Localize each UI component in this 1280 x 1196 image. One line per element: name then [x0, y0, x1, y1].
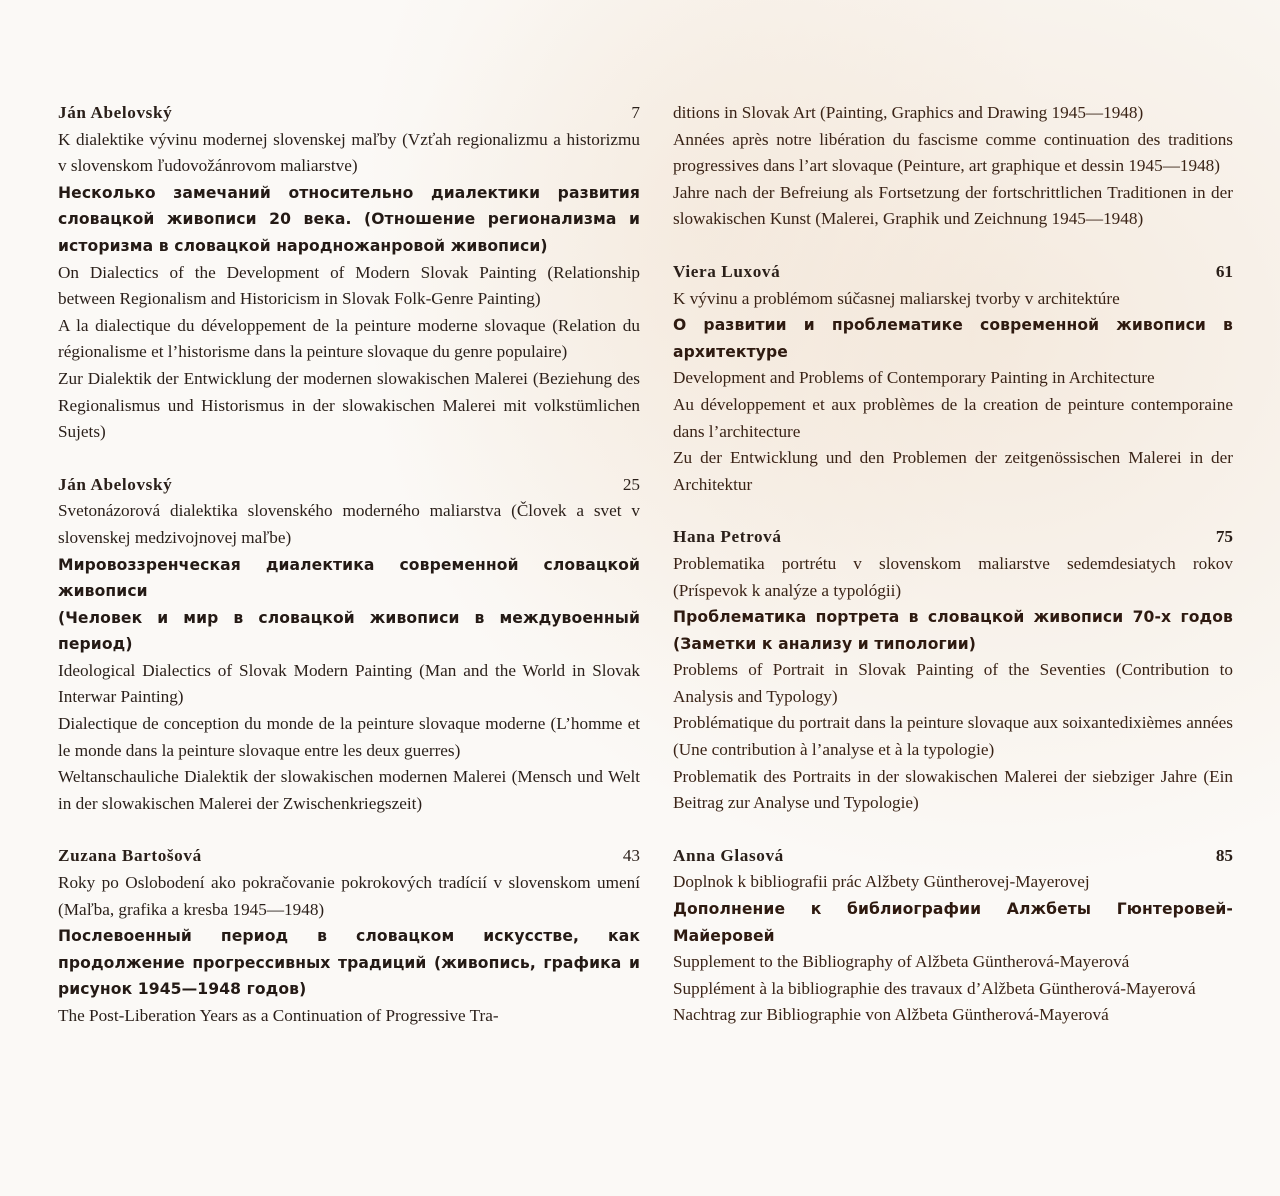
- title-slovak: Doplnok k bibliografii prác Alžbety Güntherovej-Mayerovej: [673, 872, 1090, 892]
- left-column: [58, 100, 640, 1056]
- page-number: 85: [1215, 845, 1233, 865]
- title-german: Jahre nach der Befreiung als Fortsetzung der fortschrittlichen Traditionen in der slowakischen Kunst (Malerei, Graphik und Zeichnung 1945—1948): [673, 182, 1233, 229]
- entry-header: [673, 843, 1233, 870]
- right-column: [673, 100, 1233, 1055]
- title-english: The Post-Liberation Years as a Continuation of Progressive Tra-: [58, 1006, 499, 1025]
- title-slovak: K vývinu a problémom súčasnej maliarskej tvorby v architektúre: [673, 288, 1120, 308]
- author-name: Zuzana Bartošová: [58, 846, 202, 866]
- page-number: 25: [622, 474, 640, 494]
- title-english: Problems of Portrait in Slovak Painting of the Seventies (Contribution to Analysis and Typology): [673, 660, 1233, 706]
- title-russian: Несколько замечаний относительно диалектики развития словацкой живописи 20 века. (Отношение регионализма и историзма в словацкой народножанровой живописи): [58, 183, 640, 255]
- title-french: Années après notre libération du fascisme comme continuation des traditions progressives dans l’art slovaque (Peinture, art graphique et dessin 1945—1948): [673, 129, 1233, 176]
- toc-entry: [673, 524, 1233, 817]
- page-number: 75: [1215, 527, 1233, 547]
- title-slovak: Problematika portrétu v slovenskom maliarstve sedemdesiatych rokov (Príspevok k analýze a typológii): [673, 553, 1233, 600]
- title-german: Zur Dialektik der Entwicklung der modernen slowakischen Malerei (Beziehung des Regionalismus und Historismus in der slowakischen Malerei mit volkstümlichen Sujets): [58, 368, 640, 442]
- title-russian-subtitle: (Человек и мир в словацкой живописи в междувоенный период): [58, 608, 640, 654]
- entry-header: [58, 100, 640, 127]
- title-slovak: K dialektike vývinu modernej slovenskej maľby (Vzťah regionalizmu a historizmu v slovenskom ľudovožánrovom maliarstve): [58, 129, 640, 176]
- author-name: Ján Abelovský: [58, 103, 173, 122]
- title-french: Au développement et aux problèmes de la creation de peinture contemporaine dans l’architecture: [673, 394, 1233, 441]
- author-name: Anna Glasová: [673, 845, 784, 865]
- toc-entry: [673, 259, 1233, 498]
- title-german: Nachtrag zur Bibliographie von Alžbeta Güntherová-Mayerová: [673, 1005, 1109, 1025]
- title-french: Problématique du portrait dans la peinture slovaque aux soixantedixièmes années (Une contribution à l’analyse et à la typologie): [673, 713, 1233, 760]
- title-russian: Послевоенный период в словацком искусстве, как продолжение прогрессивных традиций (живопись, графика и рисунок 1945—1948 годов): [58, 927, 640, 999]
- title-slovak: Svetonázorová dialektika slovenského moderného maliarstva (Človek a svet v slovenskej medzivojnovej maľbe): [58, 501, 640, 547]
- entry-header: [58, 843, 640, 870]
- title-german: Zu der Entwicklung und den Problemen der zeitgenössischen Malerei in der Architektur: [673, 448, 1233, 494]
- page-number: 61: [1215, 261, 1233, 281]
- title-french: Dialectique de conception du monde de la peinture slovaque moderne (L’homme et le monde dans la peinture slovaque entre les deux guerres): [58, 714, 640, 760]
- toc-entry: [58, 472, 640, 818]
- title-english: Supplement to the Bibliography of Alžbeta Güntherová-Mayerová: [673, 952, 1130, 972]
- page-number: 7: [631, 103, 640, 122]
- title-russian: Мировоззренческая диалектика современной словацкой живописи: [58, 555, 640, 601]
- title-russian: О развитии и проблематике современной живописи в архитектуре: [673, 316, 1233, 361]
- title-english-continued: ditions in Slovak Art (Painting, Graphics and Drawing 1945—1948): [673, 103, 1144, 122]
- title-german: Problematik des Portraits in der slowakischen Malerei der siebziger Jahre (Ein Beitrag zur Analyse und Typologie): [673, 766, 1233, 813]
- title-english: Development and Problems of Contemporary Painting in Architecture: [673, 368, 1155, 388]
- title-russian: Проблематика портрета в словацкой живописи 70-х годов (Заметки к анализу и типологии): [673, 608, 1233, 653]
- toc-entry-continuation: [673, 100, 1233, 233]
- title-english: On Dialectics of the Development of Modern Slovak Painting (Relationship between Regionalism and Historicism in Slovak Folk-Genre Painting): [58, 262, 640, 309]
- author-name: Hana Petrová: [673, 527, 782, 547]
- title-russian: Дополнение к библиографии Алжбеты Гюнтеровей-Майеровей: [673, 900, 1233, 945]
- title-french: A la dialectique du développement de la peinture moderne slovaque (Relation du régionalisme et l’historisme dans la peinture slovaque du genre populaire): [58, 315, 640, 362]
- toc-entry: [58, 100, 640, 446]
- entry-header: [58, 472, 640, 499]
- title-slovak: Roky po Oslobodení ako pokračovanie pokrokových tradícií v slovenskom umení (Maľba, grafika a kresba 1945—1948): [58, 873, 640, 919]
- author-name: Viera Luxová: [673, 261, 781, 281]
- entry-header: [673, 259, 1233, 286]
- toc-entry: [673, 843, 1233, 1029]
- title-english: Ideological Dialectics of Slovak Modern Painting (Man and the World in Slovak Interwar Painting): [58, 660, 640, 707]
- page-number: 43: [622, 846, 640, 866]
- author-name: Ján Abelovský: [58, 474, 173, 494]
- entry-header: [673, 524, 1233, 551]
- title-french: Supplément à la bibliographie des travaux d’Alžbeta Güntherová-Mayerová: [673, 978, 1196, 998]
- toc-entry: [58, 843, 640, 1029]
- title-german: Weltanschauliche Dialektik der slowakischen modernen Malerei (Mensch und Welt in der slowakischen Malerei der Zwischenkriegszeit): [58, 767, 640, 813]
